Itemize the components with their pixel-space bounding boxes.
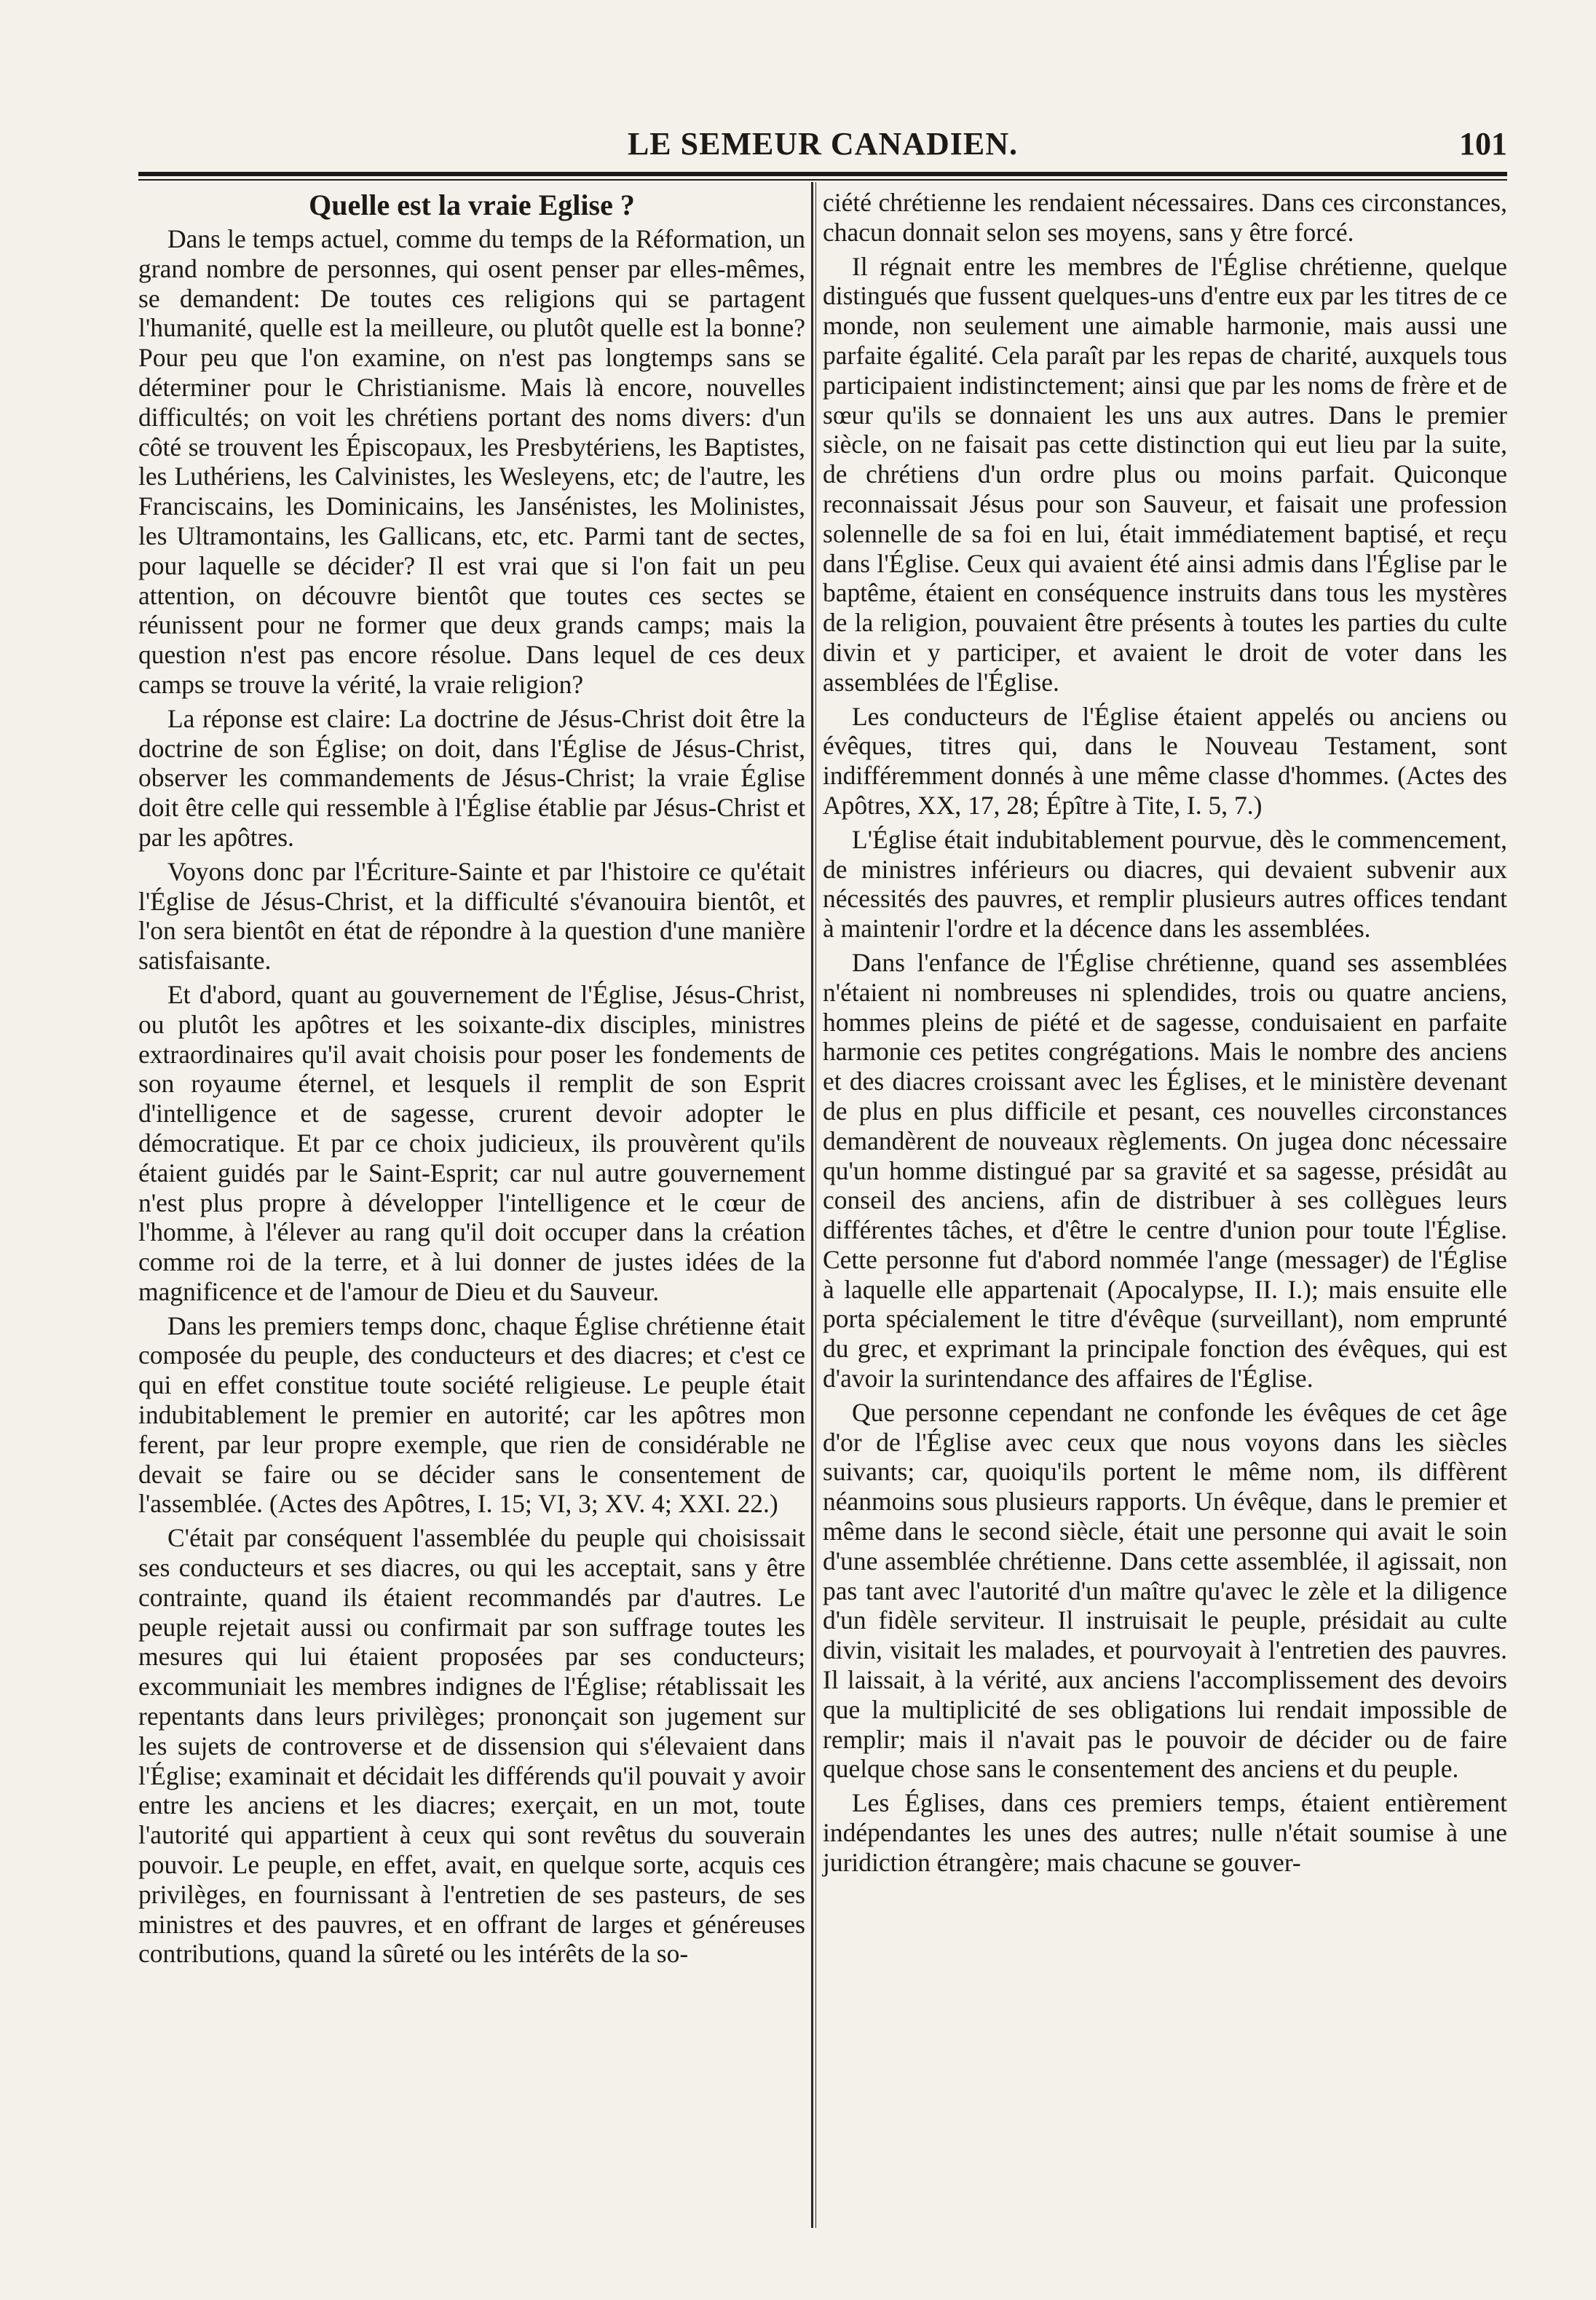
header-rule-thick	[138, 172, 1507, 176]
paragraph-continued: ciété chrétienne les rendaient nécessaires. Dans ces circonstances, chacun donnait selon ses moyens, sans y être forcé.	[823, 188, 1507, 247]
right-column	[823, 188, 1507, 1882]
header-rule-thin	[138, 179, 1507, 181]
paragraph: Dans le temps actuel, comme du temps de la Réformation, un grand nombre de personnes, qui osent penser par elles-mêmes, se demandent: De toutes ces religions qui se partagent l'humanité, quelle est la meilleure, ou plutôt quelle est la bonne? Pour peu que l'on examine, on n'est pas longtemps sans se déterminer pour le Christianisme. Mais là encore, nouvelles difficultés; on voit les chrétiens portant des noms divers: d'un côté se trouvent les Épiscopaux, les Presbytériens, les Baptistes, les Luthériens, les Calvinistes, les Wesleyens, etc; de l'autre, les Franciscains, les Dominicains, les Jansénistes, les Molinistes, les Ultramontains, les Gallicans, etc, etc. Parmi tant de sectes, pour laquelle se décider? Il est vrai que si l'on fait un peu attention, on découvre bientôt que toutes ces sectes se réunissent pour ne former que deux grands camps; mais la question n'est pas encore résolue. Dans lequel de ces deux camps se trouve la vérité, la vraie religion?	[138, 224, 805, 699]
page-number: 101	[1459, 126, 1507, 162]
paragraph: L'Église était indubitablement pourvue, dès le commencement, de ministres inférieurs ou diacres, qui devaient subvenir aux nécessités des pauvres, et remplir plusieurs autres offices tendant à maintenir l'ordre et la décence dans les assemblées.	[823, 824, 1507, 944]
left-column	[138, 188, 805, 1973]
column-divider-inner	[815, 182, 816, 2228]
article-title: Quelle est la vraie Eglise ?	[309, 189, 635, 221]
paragraph: C'était par conséquent l'assemblée du peuple qui choisissait ses conducteurs et ses diacres, ou qui les acceptait, sans y être contrainte, quand ils étaient recommandés par d'autres. Le peuple rejetait aussi ou confirmait par son suffrage toutes les mesures qui lui étaient proposées par ses conducteurs; excommuniait les membres indignes de l'Église; rétablissait les repentants dans leurs privilèges; prononçait son jugement sur les sujets de controverse et de dissension qui s'élevaient dans l'Église; examinait et décidait les différends qu'il pouvait y avoir entre les anciens et les diacres; exerçait, en un mot, toute l'autorité qui appartient à ceux qui sont revêtus du souverain pouvoir. Le peuple, en effet, avait, en quelque sorte, acquis ces privilèges, en fournissant à l'entretien de ses pasteurs, de ses ministres et des pauvres, et en offrant de larges et généreuses contributions, quand la sûreté ou les intérêts de la so-	[138, 1523, 805, 1969]
column-divider	[811, 182, 813, 2228]
paragraph: Il régnait entre les membres de l'Église chrétienne, quelque distingués que fussent quelques-uns d'entre eux par les titres de ce monde, non seulement une aimable harmonie, mais aussi une parfaite égalité. Cela paraît par les repas de charité, auxquels tous participaient indistinctement; ainsi que par les noms de frère et de sœur qu'ils se donnaient les uns aux autres. Dans le premier siècle, on ne faisait pas cette distinction qui eut lieu par la suite, de chrétiens d'un ordre plus ou moins parfait. Quiconque reconnaissait Jésus pour son Sauveur, et faisait une profession solennelle de sa foi en lui, était immédiatement baptisé, et reçu dans l'Église. Ceux qui avaient été ainsi admis dans l'Église par le baptême, étaient en conséquence instruits dans tous les mystères de la religion, pouvaient être présents à toutes les parties du culte divin et y participer, et avaient le droit de voter dans les assemblées de l'Église.	[823, 251, 1507, 697]
paragraph: Les conducteurs de l'Église étaient appelés ou anciens ou évêques, titres qui, dans le Nouveau Testament, sont indifféremment donnés à une même classe d'hommes. (Actes des Apôtres, XX, 17, 28; Épître à Tite, I. 5, 7.)	[823, 701, 1507, 820]
paragraph: La réponse est claire: La doctrine de Jésus-Christ doit être la doctrine de son Église; on doit, dans l'Église de Jésus-Christ, observer les commandements de Jésus-Christ; la vraie Église doit être celle qui ressemble à l'Église établie par Jésus-Christ et par les apôtres.	[138, 703, 805, 852]
paragraph: Voyons donc par l'Écriture-Sainte et par l'histoire ce qu'était l'Église de Jésus-Christ, et la difficulté s'évanouira bientôt, et l'on sera bientôt en état de répondre à la question d'une manière satisfaisante.	[138, 856, 805, 976]
paragraph: Les Églises, dans ces premiers temps, étaient entièrement indépendantes les unes des autres; nulle n'était soumise à une juridiction étrangère; mais chacune se gouver-	[823, 1788, 1507, 1877]
paragraph: Dans l'enfance de l'Église chrétienne, quand ses assemblées n'étaient ni nombreuses ni splendides, trois ou quatre anciens, hommes pleins de piété et de sagesse, conduisaient en parfaite harmonie ces petites congrégations. Mais le nombre des anciens et des diacres croissant avec les Églises, et le ministère devenant de plus en plus difficile et pesant, ces nouvelles circonstances demandèrent de nouveaux règlements. On jugea donc nécessaire qu'un homme distingué par sa gravité et sa sagesse, présidât au conseil des anciens, afin de distribuer à ses collègues leurs différentes tâches, et d'être le centre d'union pour toute l'Église. Cette personne fut d'abord nommée l'ange (messager) de l'Église à laquelle elle appartenait (Apocalypse, II. I.); mais ensuite elle porta spécialement le titre d'évêque (surveillant), nom emprunté du grec, et exprimant la principale fonction des évêques, qui est d'avoir la surintendance des affaires de l'Église.	[823, 947, 1507, 1394]
paragraph: Et d'abord, quant au gouvernement de l'Église, Jésus-Christ, ou plutôt les apôtres et les soixante-dix disciples, ministres extraordinaires qu'il avait choisis pour poser les fondements de son royaume éternel, et lesquels il remplit de son Esprit d'intelligence et de sagesse, crurent devoir adopter le démocratique. Et par ce choix judicieux, ils prouvèrent qu'ils étaient guidés par le Saint-Esprit; car nul autre gouvernement n'est plus propre à développer l'intelligence et le cœur de l'homme, à l'élever au rang qu'il doit occuper dans la création comme roi de la terre, et à lui donner de justes idées de la magnificence et de l'amour de Dieu et du Sauveur.	[138, 979, 805, 1306]
journal-title: LE SEMEUR CANADIEN.	[627, 126, 1019, 162]
page-header	[138, 125, 1507, 169]
paragraph: Que personne cependant ne confonde les évêques de cet âge d'or de l'Église avec ceux que nous voyons dans les siècles suivants; car, quoiqu'ils portent le même nom, ils diffèrent néanmoins sous plusieurs rapports. Un évêque, dans le premier et même dans le second siècle, était une personne qui avait le soin d'une assemblée chrétienne. Dans cette assemblée, il agissait, non pas tant avec l'autorité d'un maître qu'avec le zèle et la diligence d'un fidèle serviteur. Il instruisait le peuple, présidait au culte divin, visitait les malades, et pourvoyait à l'entretien des pauvres. Il laissait, à la vérité, aux anciens l'accomplissement des devoirs que la multiplicité de ses obligations lui rendait impossible de remplir; mais il n'avait pas le pouvoir de décider ou de faire quelque chose sans le consentement des anciens et du peuple.	[823, 1397, 1507, 1784]
paragraph: Dans les premiers temps donc, chaque Église chrétienne était composée du peuple, des conducteurs et des diacres; et c'est ce qui en effet constitue toute société religieuse. Le peuple était indubitablement le premier en autorité; car les apôtres mon ferent, par leur propre exemple, que rien de considérable ne devait se faire ou se décider sans le consentement de l'assemblée. (Actes des Apôtres, I. 15; VI, 3; XV. 4; XXI. 22.)	[138, 1311, 805, 1519]
